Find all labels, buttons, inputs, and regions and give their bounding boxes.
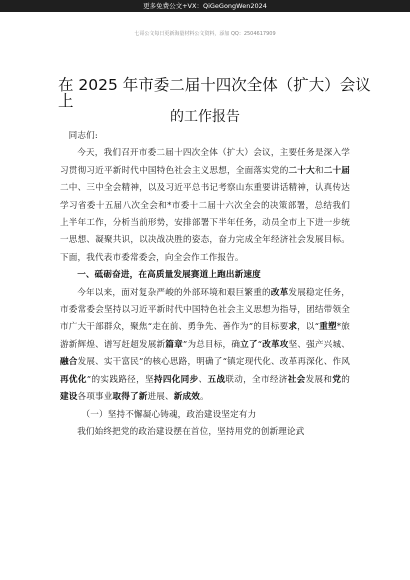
text-run: ”为总目标，确 [182, 339, 241, 350]
document-title-line1: 在 2025 年市委二届十四次全体（扩大）会议 [58, 76, 371, 94]
bold-text-run: 持四化同步 [153, 374, 199, 385]
text-run: 坚、强产兴城、 [288, 339, 350, 350]
bold-text-run: 二十大 [288, 165, 315, 176]
text-run: “ [257, 339, 263, 350]
bold-text-run: 二十届 [323, 165, 351, 176]
text-run: 今年以来，面对复杂严峻的外部环境和艰巨繁重的 [77, 287, 271, 298]
text-run: 各项事业 [77, 392, 113, 403]
text-run: 进展、 [147, 392, 174, 403]
text-run: 我们始终把党的政治建设摆在首位，坚持用党的创新理论武 [77, 426, 305, 437]
bold-text-run: 党 [332, 374, 342, 385]
document-title-line2: 上 [58, 92, 74, 110]
bold-text-run: 融合 [60, 357, 78, 368]
text-run: ，以“ [297, 322, 320, 333]
text-run: 和 [314, 165, 324, 176]
bold-text-run: 建设 [60, 392, 78, 403]
bold-text-run: 再优化 [60, 374, 87, 385]
text-run: 。 [199, 392, 209, 403]
document-title-line3: 的工作报告 [170, 109, 240, 125]
text-run: 联动，全市经济 [225, 374, 288, 385]
text-run: ”的实践路径，坚 [86, 374, 154, 385]
promo-banner: 更多免费公文+VX：QiGeGongWen2024 [0, 0, 410, 12]
subsection-heading-1: （一）坚持不懈凝心铸魂，政治建设坚定有力 [81, 409, 257, 420]
paragraph-2 [60, 285, 350, 407]
bold-text-run: 求 [288, 322, 298, 333]
bold-text-run: 五战 [207, 374, 226, 385]
section-heading-1: 一、砥砺奋进，在高质量发展赛道上跑出新速度 [77, 270, 261, 281]
text-run: *旅游新辉煌、谱写赶超发展新 [60, 322, 350, 350]
notice-text: 七哥公文每日更新海量材料公文资料，添加 QQ：2504617909 [134, 31, 276, 37]
paragraph-1 [60, 145, 350, 267]
text-run: 的 [341, 374, 350, 385]
document-body [60, 128, 350, 441]
text-run: 发展和 [305, 374, 333, 385]
bold-text-run: 改革 [270, 287, 289, 298]
text-run: 今天，我们召开市委二届十四次全体（扩大）会议，主要任务是深入学习贯彻习近平新时代中国特色社会主义思想，全面落实党的 [60, 148, 350, 176]
bold-text-run: 新成效 [173, 392, 200, 403]
paragraph-3 [60, 424, 350, 441]
bold-text-run: 取得了新 [112, 392, 148, 403]
bold-text-run: 重塑 [319, 322, 337, 333]
text-run: 发展稳定任务，市委常委会坚持以习近平新时代中国特色社会主义思想为指导，团结带领全市广大干部群众，聚焦“走在前、勇争先、善作为”的目标要 [60, 287, 350, 333]
bold-text-run: 改革攻 [262, 339, 289, 350]
salutation: 同志们: [68, 131, 98, 141]
text-run: 发展、实干富民”的核心思路，明确了“镇定现代化、改革再深化、作风 [77, 357, 350, 368]
bold-text-run: 篇章 [165, 339, 183, 350]
text-run: 二中、三中全会精神，以及习近平总书记考察山东重要讲话精神，认真传达学习省委十五届八次全会和*市委十二届十六次全会的决策部署，总结我们上半年工作，分析当前形势，安排部署下半年任务，动员全市上下进一步统一思想、凝聚共识，以决战决胜的姿态，奋力完成全年经济社会发展目标。下面，我代表市委常委会，向全会作工作报告。 [60, 183, 350, 263]
bold-text-run: 社会 [287, 374, 306, 385]
bold-text-run: 立了 [240, 339, 258, 350]
text-run: 、 [198, 374, 208, 385]
